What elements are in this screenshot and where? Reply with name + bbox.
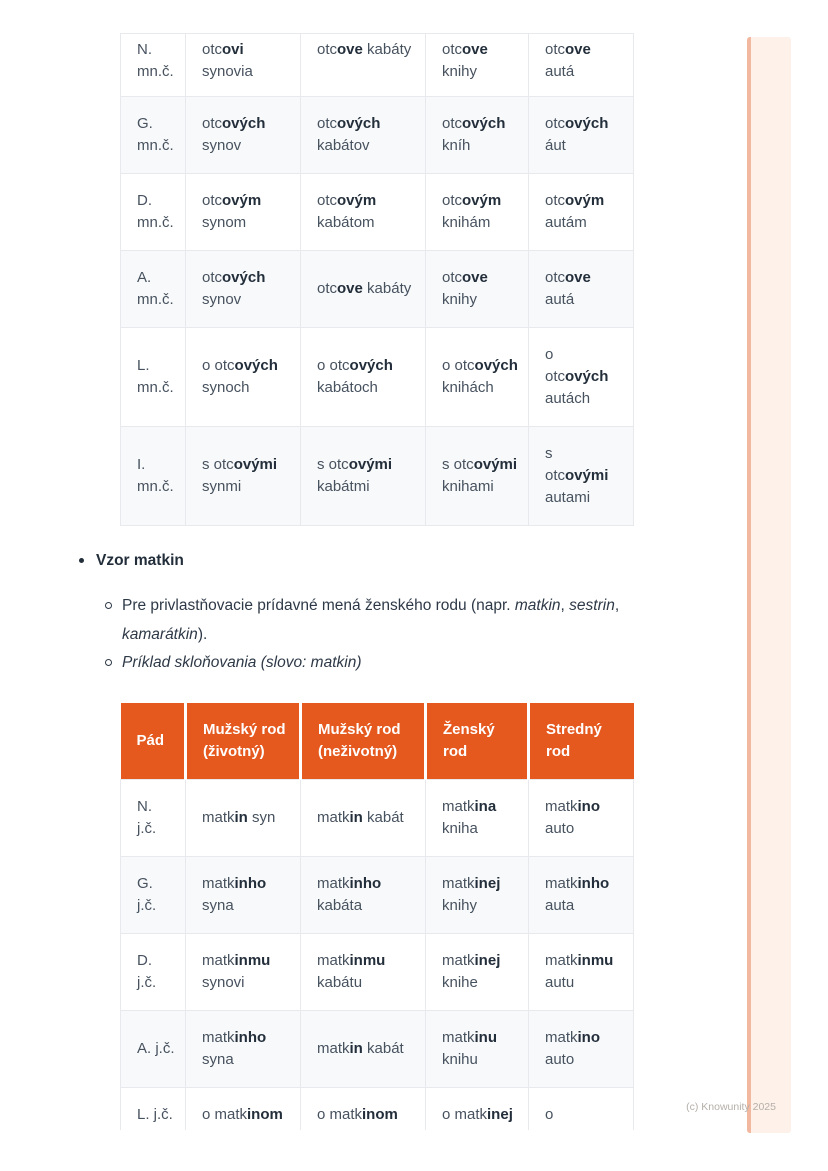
- form-cell: otcovým knihám: [426, 174, 529, 251]
- form-cell: o otcových knihách: [426, 328, 529, 427]
- form-cell: o matkinom: [186, 1088, 301, 1131]
- form-cell: s otcovými kabátmi: [301, 427, 426, 526]
- form-cell: otcove knihy: [426, 34, 529, 97]
- section-description: Pre privlastňovacie prídavné mená ženského rodu (napr. matkin, sestrin, kamarátkin).: [122, 597, 620, 643]
- matkin-table-body: [121, 780, 634, 1131]
- form-cell: matkinej knihy: [426, 857, 529, 934]
- form-cell: otcových synov: [186, 251, 301, 328]
- matkin-table-container: [120, 703, 634, 1130]
- form-cell: matkinho auta: [529, 857, 634, 934]
- form-cell: o matkinom: [301, 1088, 426, 1131]
- form-cell: matkinej knihe: [426, 934, 529, 1011]
- case-cell: N. mn.č.: [121, 34, 186, 97]
- form-cell: otcovým synom: [186, 174, 301, 251]
- form-cell: matkinmu kabátu: [301, 934, 426, 1011]
- form-cell: matkin kabát: [301, 780, 426, 857]
- form-cell: otcove kabáty: [301, 34, 426, 97]
- form-cell: otcových kníh: [426, 97, 529, 174]
- copyright: (c) Knowunity 2025: [686, 1101, 776, 1113]
- sub-bullet-icon: [105, 602, 112, 609]
- form-cell: otcových kabátov: [301, 97, 426, 174]
- section-title: Vzor matkin: [96, 552, 184, 569]
- form-cell: o: [529, 1088, 634, 1131]
- form-cell: matkinmu autu: [529, 934, 634, 1011]
- otcov-table-body: [121, 34, 634, 526]
- table-row: [121, 780, 634, 857]
- form-cell: matkinu knihu: [426, 1011, 529, 1088]
- example-note: Príklad skloňovania (slovo: matkin): [122, 654, 362, 671]
- bullet-icon: [79, 558, 84, 563]
- table-row: [121, 427, 634, 526]
- header-cell: Ženský rod: [426, 703, 529, 780]
- form-cell: o otcových synoch: [186, 328, 301, 427]
- form-cell: matkinho syna: [186, 1011, 301, 1088]
- matkin-table-head: [121, 703, 634, 780]
- case-cell: G. j.č.: [121, 857, 186, 934]
- table-row: [121, 1011, 634, 1088]
- form-cell: otcových áut: [529, 97, 634, 174]
- header-cell: Pád: [121, 703, 186, 780]
- form-cell: o matkinej: [426, 1088, 529, 1131]
- case-cell: D. j.č.: [121, 934, 186, 1011]
- form-cell: s otcovými synmi: [186, 427, 301, 526]
- form-cell: matkinho syna: [186, 857, 301, 934]
- table-row: [121, 34, 634, 97]
- table-row: [121, 174, 634, 251]
- case-cell: G. mn.č.: [121, 97, 186, 174]
- table-row: [121, 857, 634, 934]
- case-cell: A. mn.č.: [121, 251, 186, 328]
- case-cell: A. j.č.: [121, 1011, 186, 1088]
- form-cell: matkin kabát: [301, 1011, 426, 1088]
- table-row: [121, 251, 634, 328]
- form-cell: otcove kabáty: [301, 251, 426, 328]
- form-cell: matkinho kabáta: [301, 857, 426, 934]
- form-cell: o otcových kabátoch: [301, 328, 426, 427]
- form-cell: matkina kniha: [426, 780, 529, 857]
- form-cell: otcove knihy: [426, 251, 529, 328]
- case-cell: N. j.č.: [121, 780, 186, 857]
- form-cell: otcove autá: [529, 251, 634, 328]
- otcov-table-container: [120, 33, 634, 526]
- table-row: [121, 934, 634, 1011]
- case-cell: L. j.č.: [121, 1088, 186, 1131]
- header-cell: Mužský rod (neživotný): [301, 703, 426, 780]
- form-cell: otcovým autám: [529, 174, 634, 251]
- otcov-declension-table: [120, 33, 634, 526]
- sub-bullet-icon: [105, 659, 112, 666]
- sub-bullet-item-description: [105, 591, 625, 649]
- bullet-item-vzor-matkin: [79, 549, 184, 573]
- form-cell: matkin syn: [186, 780, 301, 857]
- matkin-declension-table: [120, 703, 634, 1130]
- header-cell: Stredný rod: [529, 703, 634, 780]
- table-row: [121, 328, 634, 427]
- form-cell: s otcovými knihami: [426, 427, 529, 526]
- header-row: [121, 703, 634, 780]
- table-row: [121, 97, 634, 174]
- form-cell: s otcovými autami: [529, 427, 634, 526]
- form-cell: o otcových autách: [529, 328, 634, 427]
- sub-bullet-item-example: [105, 648, 362, 677]
- form-cell: matkino auto: [529, 1011, 634, 1088]
- form-cell: otcovým kabátom: [301, 174, 426, 251]
- table-row: [121, 1088, 634, 1131]
- case-cell: L. mn.č.: [121, 328, 186, 427]
- form-cell: otcovi synovia: [186, 34, 301, 97]
- case-cell: D. mn.č.: [121, 174, 186, 251]
- form-cell: otcove autá: [529, 34, 634, 97]
- header-cell: Mužský rod (životný): [186, 703, 301, 780]
- decorative-stripe: [747, 37, 791, 1133]
- form-cell: matkino auto: [529, 780, 634, 857]
- form-cell: matkinmu synovi: [186, 934, 301, 1011]
- case-cell: I. mn.č.: [121, 427, 186, 526]
- form-cell: otcových synov: [186, 97, 301, 174]
